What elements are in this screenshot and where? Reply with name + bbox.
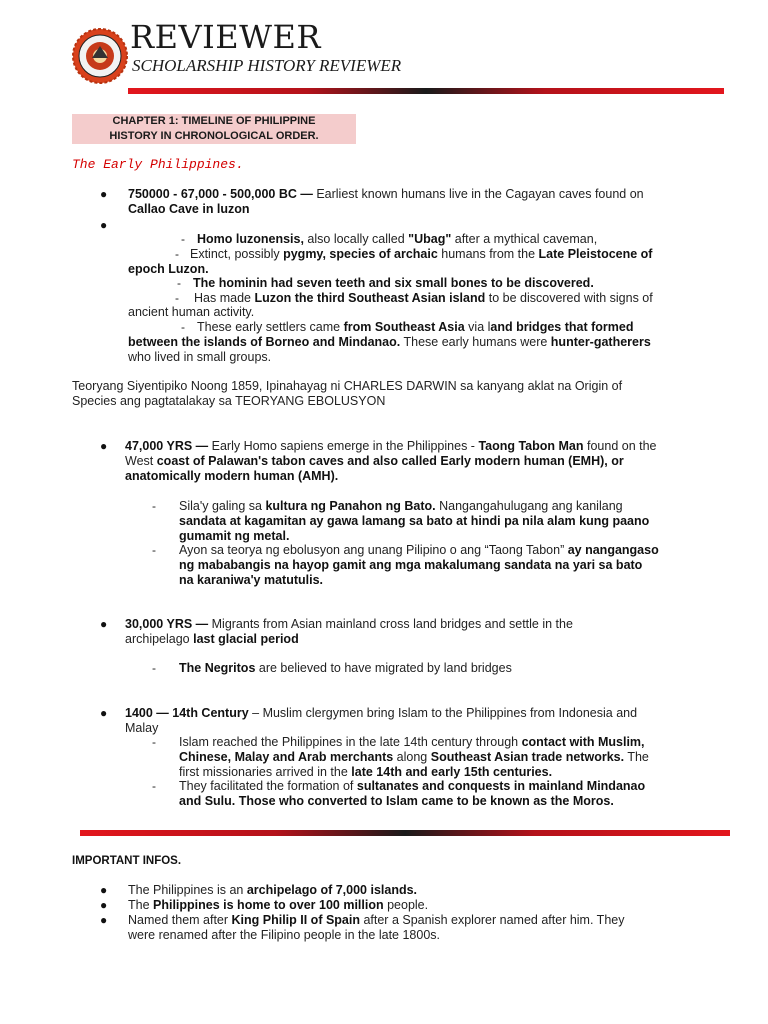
- bullet-icon: ●: [100, 439, 108, 453]
- sub-bold: "Ubag": [408, 232, 452, 246]
- info-bold: Philippines is home to over 100 million: [153, 898, 384, 912]
- sub-item-luzon-third-cont: ancient human activity.: [128, 305, 255, 319]
- sub-bold: ay nangangaso: [567, 543, 659, 557]
- paragraph-line: Teoryang Siyentipiko Noong 1859, Ipinahayag ni CHARLES DARWIN sa kanyang aklat na Origin of: [72, 379, 623, 393]
- timeline-entry-1400: [125, 706, 735, 736]
- entry-text: – Muslim clergymen bring Islam to the Philippines from Indonesia and: [248, 706, 638, 720]
- sub-bold: The hominin had seven teeth and six small bones to be discovered.: [193, 276, 594, 290]
- dash-icon: -: [175, 291, 179, 305]
- entry-place: Callao Cave in luzon: [128, 201, 250, 216]
- sub-item-early-settlers: [197, 320, 717, 335]
- sub-item-extinct-cont: [128, 262, 209, 277]
- info-item-archipelago: [128, 883, 728, 898]
- section-divider: [80, 830, 730, 836]
- sub-item-homo-luzonensis: [197, 232, 717, 247]
- chapter-line-1: CHAPTER 1: TIMELINE OF PHILIPPINE: [112, 115, 316, 127]
- sub-text: The: [624, 749, 649, 764]
- sub-item-kultura: [179, 499, 739, 543]
- brand-subtitle: SCHOLARSHIP HISTORY REVIEWER: [132, 56, 402, 75]
- sub-text: humans from the: [437, 247, 539, 261]
- sub-item-early-settlers-cont: [128, 335, 728, 365]
- entry-text: Earliest known humans live in the Cagayan caves found on: [312, 187, 644, 201]
- entry-bold: last glacial period: [193, 631, 299, 646]
- sub-item-sultanates: [179, 779, 739, 809]
- sub-text: along: [393, 749, 431, 764]
- sub-bold: kultura ng Panahon ng Bato.: [265, 499, 436, 513]
- teorya-paragraph: [72, 379, 732, 409]
- dash-icon: -: [152, 661, 156, 675]
- sub-bold: contact with Muslim,: [521, 735, 645, 749]
- sub-bold: epoch Luzon.: [128, 262, 209, 276]
- sub-item-hominin: [193, 276, 733, 291]
- bullet-icon: ●: [100, 883, 108, 897]
- entry-text: Malay: [125, 720, 159, 735]
- sub-text: are believed to have migrated by land bridges: [255, 661, 512, 675]
- brand-title: REVIEWER: [130, 18, 321, 56]
- timeline-entry-750000: [128, 187, 728, 217]
- sub-bold: Homo luzonensis,: [197, 232, 304, 246]
- sub-bold: ng mababangis na hayop gamit ang mga makalumang sandata na yari sa bato: [179, 557, 643, 572]
- bullet-icon: ●: [100, 617, 108, 631]
- dash-icon: -: [177, 276, 181, 290]
- info-bold: King Philip II of Spain: [231, 913, 360, 927]
- sub-bold: Luzon the third Southeast Asian island: [254, 291, 486, 305]
- sub-text: Nangangahulugang ang kanilang: [435, 499, 623, 513]
- entry-text: Migrants from Asian mainland cross land bridges and settle in the: [208, 617, 573, 631]
- dash-icon: -: [152, 779, 156, 793]
- bullet-icon: ●: [100, 187, 108, 201]
- sub-bold: between the islands of Borneo and Mindanao.: [128, 335, 401, 349]
- sub-text: Has made: [194, 291, 255, 305]
- sub-text: also locally called: [303, 232, 409, 246]
- sub-bold: pygmy, species of archaic: [283, 247, 438, 261]
- info-item-named: [128, 913, 738, 943]
- dash-icon: -: [152, 499, 156, 513]
- entry-date: 47,000 YRS —: [125, 439, 209, 453]
- sub-item-ayon: [179, 543, 739, 587]
- bullet-icon: ●: [100, 898, 108, 912]
- sub-bold: sultanates and conquests in mainland Mindanao: [356, 779, 646, 793]
- sub-text: to be discovered with signs of: [485, 291, 653, 305]
- sub-text: These early humans were: [400, 335, 551, 349]
- sub-text: first missionaries arrived in the: [179, 764, 352, 779]
- sub-bold: sandata at kagamitan ay gawa lamang sa bato at hindi pa nila alam kung paano: [179, 513, 650, 528]
- dash-icon: -: [152, 543, 156, 557]
- sub-bold: Chinese, Malay and Arab merchants: [179, 749, 394, 764]
- sub-bold: and bridges that formed: [490, 320, 634, 334]
- entry-text: found on the: [583, 439, 657, 453]
- sub-bold: Late Pleistocene of: [538, 247, 653, 261]
- info-text: The Philippines is an: [128, 883, 247, 897]
- entry-bold: coast of Palawan's tabon caves and also called Early modern human (EMH), or: [156, 453, 624, 468]
- sub-text: They facilitated the formation of: [179, 779, 357, 793]
- dash-icon: -: [152, 735, 156, 749]
- sub-bold: na karaniwa'y matutulis.: [179, 572, 323, 587]
- info-bold: archipelago of 7,000 islands.: [246, 883, 418, 897]
- info-text: people.: [383, 898, 429, 912]
- dash-icon: -: [181, 320, 185, 334]
- important-infos-heading: IMPORTANT INFOS.: [72, 855, 182, 867]
- sub-item-negritos: [179, 661, 739, 676]
- timeline-entry-30000: [125, 617, 735, 647]
- sub-bold: late 14th and early 15th centuries.: [351, 764, 553, 779]
- sub-item-luzon-third: [194, 291, 734, 306]
- bullet-icon: ●: [100, 913, 108, 927]
- entry-date: 1400 — 14th Century: [125, 706, 249, 720]
- entry-date: 750000 - 67,000 - 500,000 BC —: [128, 187, 313, 201]
- info-item-population: [128, 898, 728, 913]
- chapter-line-2: HISTORY IN CHRONOLOGICAL ORDER.: [109, 130, 319, 142]
- seal-logo-icon: [72, 28, 128, 84]
- sub-bold: Southeast Asian trade networks.: [430, 749, 625, 764]
- sub-bold: from Southeast Asia: [343, 320, 465, 334]
- sub-bold: The Negritos: [179, 661, 256, 675]
- bullet-icon: ●: [100, 706, 108, 720]
- dash-icon: -: [181, 232, 185, 246]
- sub-text: via l: [464, 320, 491, 334]
- sub-text: Islam reached the Philippines in the late 14th century through: [179, 735, 522, 749]
- entry-date: 30,000 YRS —: [125, 617, 209, 631]
- sub-item-islam-reached: [179, 735, 739, 779]
- dash-icon: -: [175, 247, 179, 261]
- sub-text: after a mythical caveman,: [451, 232, 598, 246]
- chapter-heading: [72, 114, 356, 144]
- sub-item-extinct: [190, 247, 730, 262]
- timeline-entry-47000: [125, 439, 735, 483]
- info-text: after a Spanish explorer named after him. They: [359, 913, 625, 927]
- section-title: The Early Philippines.: [72, 157, 244, 172]
- sub-bold: and Sulu. Those who converted to Islam came to be known as the Moros.: [179, 793, 614, 808]
- info-text: Named them after: [128, 913, 232, 927]
- entry-text: Early Homo sapiens emerge in the Philippines -: [208, 439, 479, 453]
- info-text: The: [128, 898, 154, 912]
- bullet-icon: ●: [100, 218, 108, 232]
- sub-text: who lived in small groups.: [128, 349, 272, 364]
- entry-text: West: [125, 453, 157, 468]
- sub-text: These early settlers came: [197, 320, 344, 334]
- entry-bold: anatomically modern human (AMH).: [125, 468, 339, 483]
- sub-bold: gumamit ng metal.: [179, 528, 290, 543]
- sub-bold: hunter-gatherers: [550, 335, 651, 349]
- header-divider: [128, 88, 724, 94]
- paragraph-line: Species ang pagtatalakay sa TEORYANG EBOLUSYON: [72, 393, 386, 408]
- entry-text: archipelago: [125, 631, 194, 646]
- info-text: were renamed after the Filipino people in the late 1800s.: [128, 927, 440, 942]
- entry-bold: Taong Tabon Man: [478, 439, 584, 453]
- sub-text: Sila'y galing sa: [179, 499, 266, 513]
- sub-text: Extinct, possibly: [190, 247, 284, 261]
- sub-text: Ayon sa teorya ng ebolusyon ang unang Pilipino o ang “Taong Tabon”: [179, 543, 568, 557]
